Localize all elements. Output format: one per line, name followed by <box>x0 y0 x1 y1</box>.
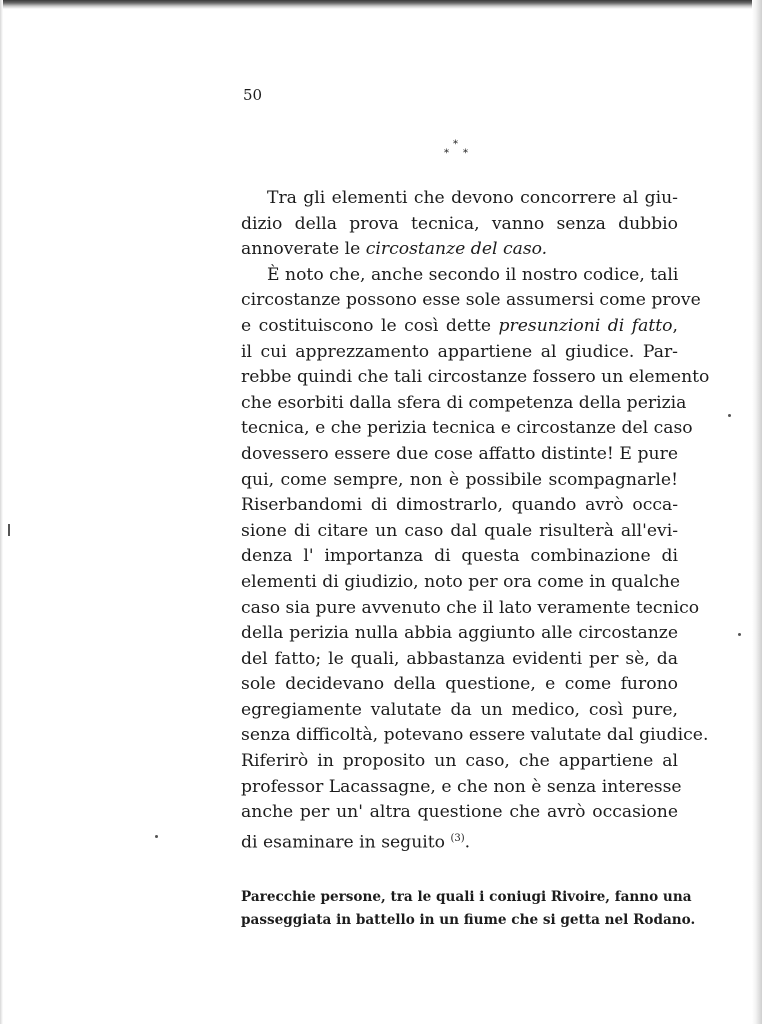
text-line: sione di citare un caso dal quale risulterà all'evi- <box>241 520 678 541</box>
text-line: e costituiscono le così dette presunzioni di fatto, <box>241 315 679 336</box>
text-line: tecnica, e che perizia tecnica e circostanze del caso <box>241 418 693 439</box>
footnote-reference: (3) <box>450 832 465 844</box>
case-note <box>241 886 696 932</box>
text-line: del fatto; le quali, abbastanza evidenti per sè, da <box>241 648 678 669</box>
scan-speck <box>738 633 741 636</box>
text-line: senza difficoltà, potevano essere valutate dal giudice. <box>241 725 709 746</box>
text-line: caso sia pure avvenuto che il lato veramente tecnico <box>241 597 700 618</box>
text-line: Riserbandomi di dimostrarlo, quando avrò occa- <box>241 495 678 516</box>
scan-speck <box>155 835 158 838</box>
asterism-star: * <box>453 139 458 150</box>
scan-speck <box>8 524 10 536</box>
paragraph-2 <box>241 263 710 856</box>
section-asterism <box>438 134 478 164</box>
scan-speck <box>728 414 731 417</box>
text-line-content: di esaminare in seguito <box>241 832 446 853</box>
scan-top-edge <box>0 0 762 9</box>
text-line: che esorbiti dalla sfera di competenza della perizia <box>241 392 687 413</box>
text-line: annoverate le circostanze del caso. <box>241 239 548 260</box>
body-text <box>241 186 710 856</box>
paragraph-1 <box>241 186 678 263</box>
text-line: anche per un' altra questione che avrò occasione <box>241 802 678 823</box>
text-line: È noto che, anche secondo il nostro codice, tali <box>267 264 679 285</box>
text-line: elementi di giudizio, noto per ora come in qualche <box>241 571 680 592</box>
text-line-with-footnote: di esaminare in seguito $^{(3)}$. <box>241 832 471 853</box>
note-line: Parecchie persone, tra le quali i coniugi Rivoire, fanno una <box>241 889 692 905</box>
asterism-star: * <box>463 148 468 159</box>
text-line: denza l' importanza di questa combinazione di <box>241 546 678 567</box>
text-line: dovessero essere due cose affatto distinte! E pure <box>241 443 678 464</box>
scan-right-edge <box>752 0 762 1024</box>
text-line: qui, come sempre, non è possibile scompagnarle! <box>241 469 678 490</box>
scan-left-edge <box>0 0 3 1024</box>
italic-phrase: circostanze del caso. <box>365 239 548 260</box>
text-line: il cui apprezzamento appartiene al giudice. Par- <box>241 341 678 362</box>
text-line: egregiamente valutate da un medico, così pure, <box>241 699 678 720</box>
asterism-star: * <box>444 148 449 159</box>
text-line: della perizia nulla abbia aggiunto alle circostanze <box>241 623 678 644</box>
text-line: sole decidevano della questione, e come furono <box>241 674 678 695</box>
text-line: dizio della prova tecnica, vanno senza dubbio <box>241 213 678 234</box>
text-line: rebbe quindi che tali circostanze fossero un elemento <box>241 367 710 388</box>
text-line: Tra gli elementi che devono concorrere al giu- <box>267 188 678 208</box>
text-line: circostanze possono esse sole assumersi come prove <box>241 290 701 311</box>
note-line: passeggiata in battello in un fiume che si getta nel Rodano. <box>241 912 696 928</box>
text-line: Riferirò in proposito un caso, che appartiene al <box>241 751 678 772</box>
page-number: 50 <box>243 86 263 104</box>
italic-phrase: presunzioni di fatto <box>498 315 673 336</box>
text-line: professor Lacassagne, e che non è senza interesse <box>241 776 682 797</box>
